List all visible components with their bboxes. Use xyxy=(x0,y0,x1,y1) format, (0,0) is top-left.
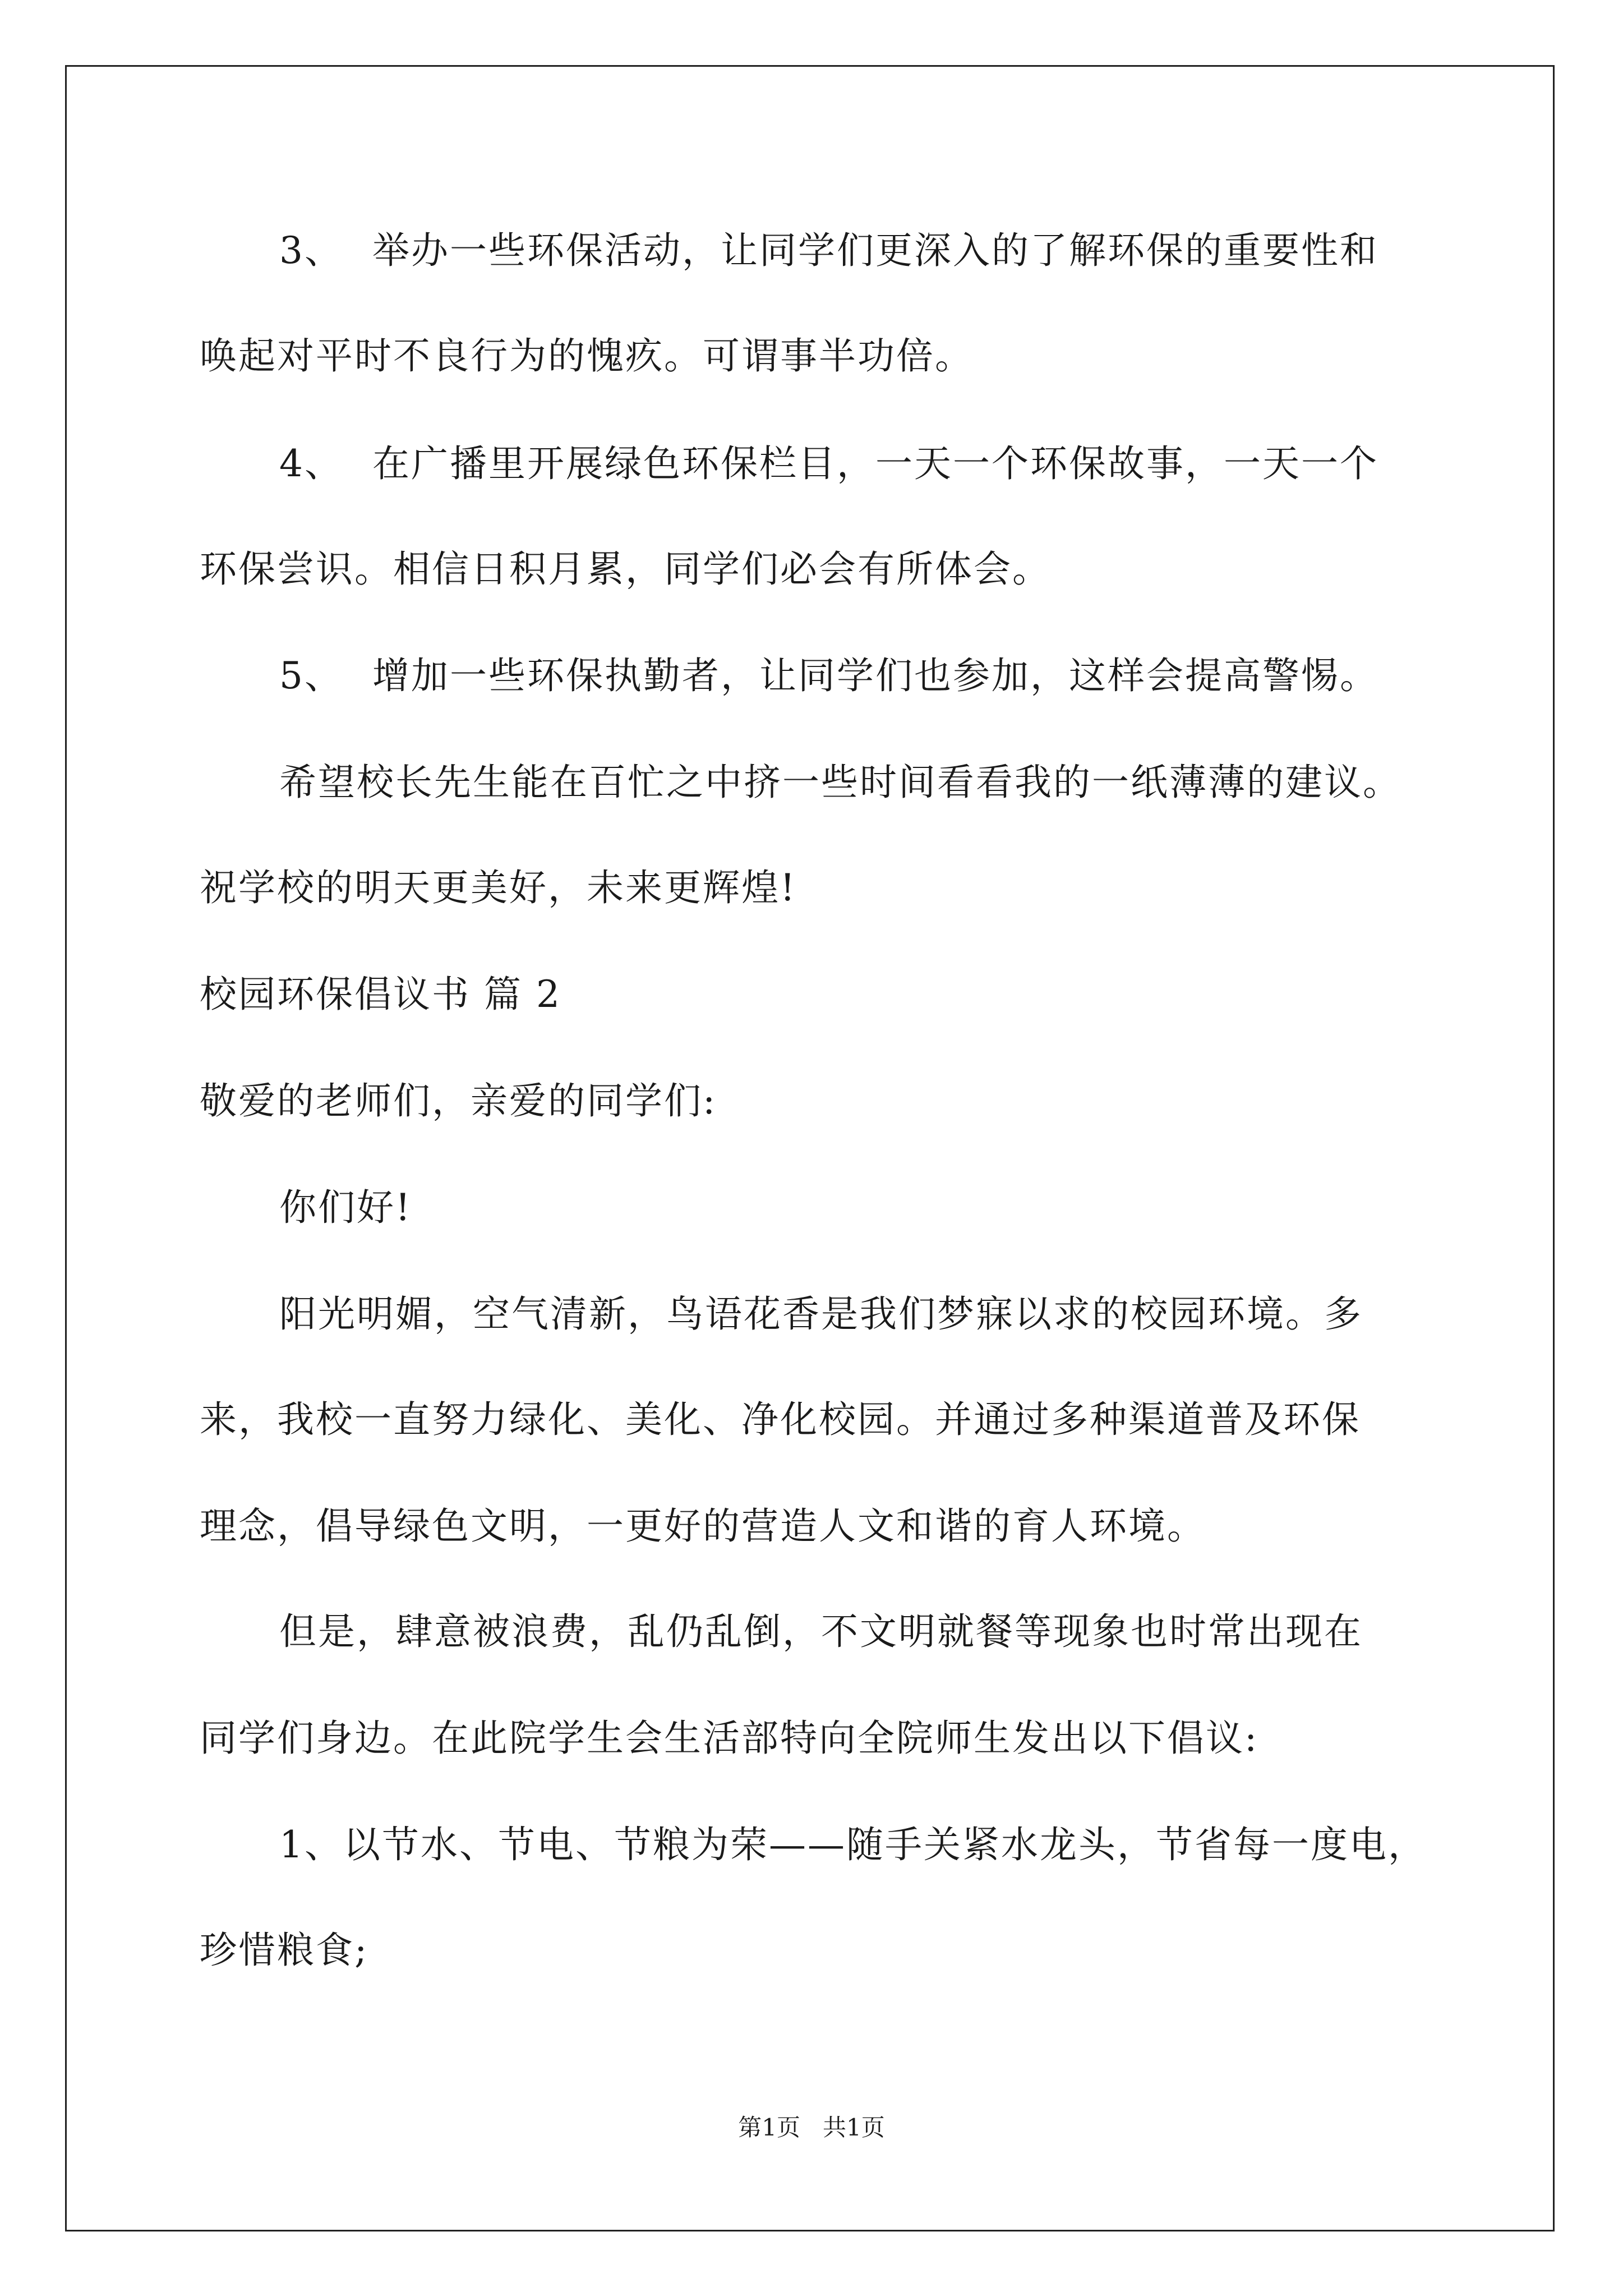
item-3-number: 3、 xyxy=(279,229,343,272)
proposal-1-line-1: 1、以节水、节电、节粮为荣——随手关紧水龙头，节省每一度电， xyxy=(279,1823,1427,1866)
section-title: 校园环保倡议书 篇 2 xyxy=(200,973,561,1016)
item-4-line-2: 环保尝识。相信日积月累，同学们必会有所体会。 xyxy=(200,547,1051,591)
item-4-number: 4、 xyxy=(279,442,343,485)
closing-line-1: 希望校长先生能在百忙之中挤一些时间看看我的一纸薄薄的建议。 xyxy=(279,761,1401,804)
item-4-line-1 xyxy=(279,442,1378,485)
salutation: 敬爱的老师们，亲爱的同学们: xyxy=(200,1079,717,1122)
paragraph-2-line-1: 但是，肆意被浪费，乱仍乱倒，不文明就餐等现象也时常出现在 xyxy=(279,1610,1363,1653)
page-border xyxy=(65,65,1555,2231)
page-number: 第1页 xyxy=(738,2114,800,2141)
item-3-text: 举办一些环保活动，让同学们更深入的了解环保的重要性和 xyxy=(372,229,1378,272)
item-5-text: 增加一些环保执勤者，让同学们也参加，这样会提高警惕。 xyxy=(372,654,1378,697)
item-5-number: 5、 xyxy=(279,654,343,697)
proposal-1-line-2: 珍惜粮食; xyxy=(200,1929,369,1972)
paragraph-1-line-3: 理念，倡导绿色文明，一更好的营造人文和谐的育人环境。 xyxy=(200,1504,1206,1548)
paragraph-1-line-1: 阳光明媚，空气清新，鸟语花香是我们梦寐以求的校园环境。多 xyxy=(279,1292,1363,1336)
page-footer xyxy=(0,2116,1623,2139)
greeting: 你们好! xyxy=(279,1186,412,1229)
closing-line-2: 祝学校的明天更美好，未来更辉煌! xyxy=(200,866,797,909)
item-3-line-1 xyxy=(279,229,1378,272)
item-3-line-2: 唤起对平时不良行为的愧疚。可谓事半功倍。 xyxy=(200,334,974,378)
paragraph-1-line-2: 来，我校一直努力绿化、美化、净化校园。并通过多种渠道普及环保 xyxy=(200,1398,1361,1441)
item-4-text: 在广播里开展绿色环保栏目，一天一个环保故事，一天一个 xyxy=(372,442,1378,485)
paragraph-2-line-2: 同学们身边。在此院学生会生活部特向全院师生发出以下倡议: xyxy=(200,1717,1259,1760)
item-5-line-1 xyxy=(279,654,1378,697)
page-total: 共1页 xyxy=(823,2114,885,2141)
